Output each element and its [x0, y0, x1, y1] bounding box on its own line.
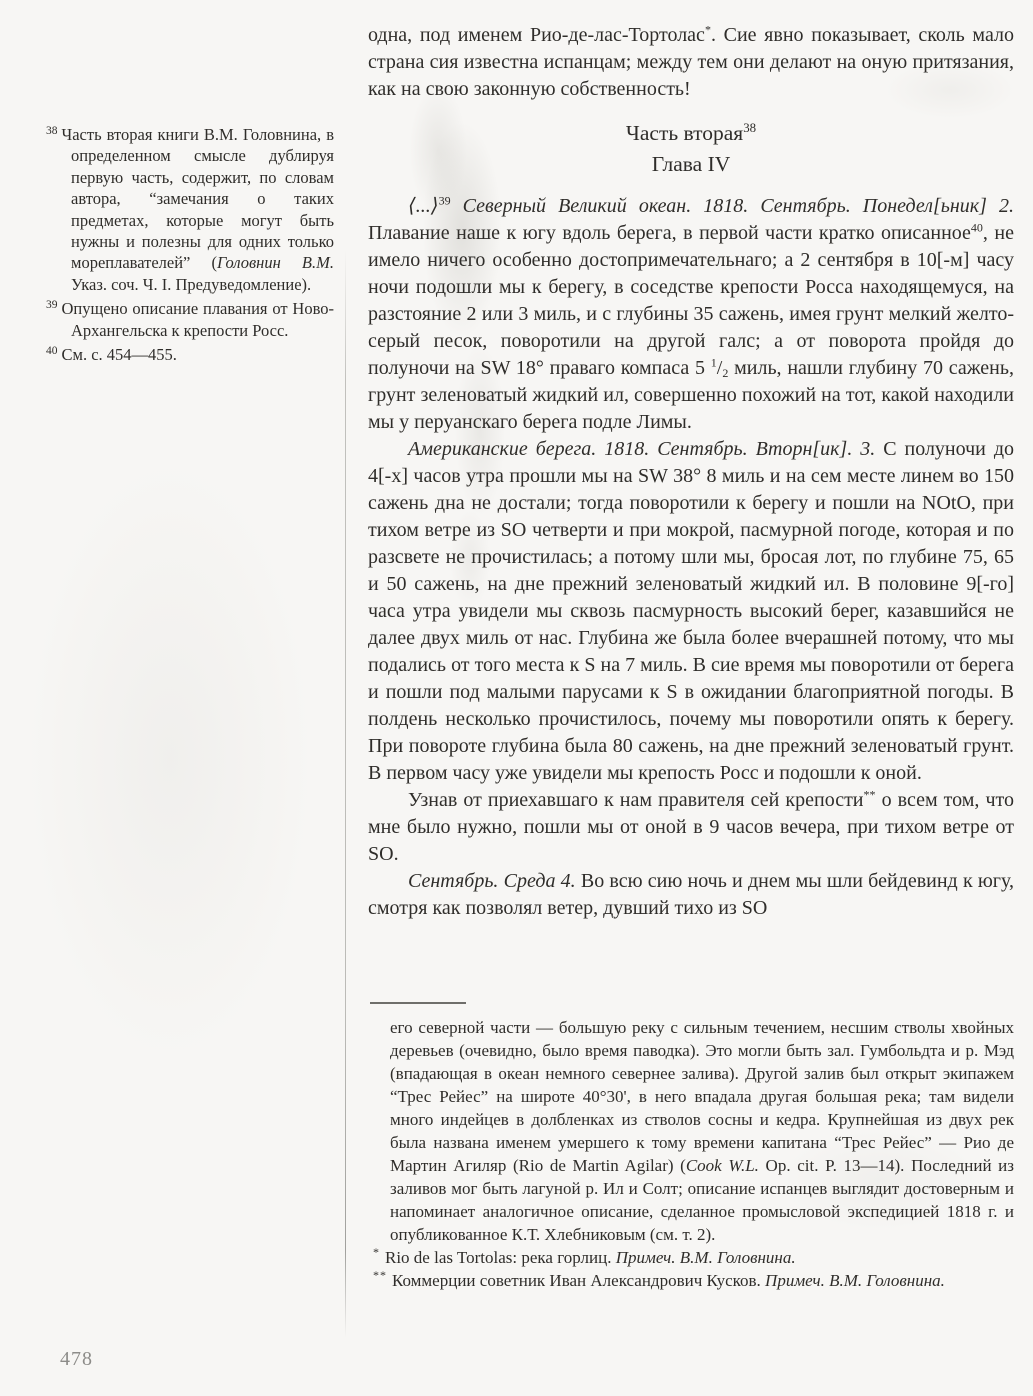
- footnote-star: [373, 1245, 1014, 1269]
- footnote-star-text: Rio de las Tortolas: река горлиц. Примеч. В.М. Головнина.: [385, 1248, 796, 1267]
- paragraph-2: Американские берега. 1818. Сентябрь. Вторн[ик]. 3. С полуночи до 4[-х] часов утра прошли мы на SW 38° 8 миль и на сем месте линем во 150 сажень дна не достали; тогда поворотили к берегу и пошли на NOtO, при тихом ветре из SO четверти и при мокрой, пасмурной погоде, которая и по разсвете не прочистилась; а потому шли мы, бросая лот, по глубине 75, 65 и 50 сажень, на дне прежний зеленоватый жидкий ил. В половине 9[-го] часа утра увидели мы сквозь пасмурность высокий берег, казавшийся не далее двух миль от нас. Глубина же была более вчерашней потому, что мы подались от того места к S на 7 миль. В сие время мы поворотили от берега и пошли под малыми парусами к S в ожидании благоприятной погоды. В полдень несколько прочистилось, почему мы поворотили опять к берегу. При повороте глубина была 80 сажень, на дне прежний зеленоватый грунт. В первом часу уже увидели мы крепость Росс и подошли к оной.: [368, 438, 1014, 784]
- paragraph-3: Узнав от приехавшаго к нам правителя сей крепости** о всем том, что мне было нужно, пошли мы от оной в 9 часов вечера, при тихом ветре от SO.: [368, 787, 1014, 865]
- scan-crease-artifact: [345, 250, 346, 1338]
- margin-note-40: [46, 344, 334, 365]
- part-heading-text: Часть вторая: [625, 121, 744, 145]
- body-paragraphs: [368, 193, 1014, 922]
- chapter-heading: Глава IV: [651, 152, 731, 176]
- footnote-double-star: [373, 1268, 1014, 1292]
- margin-note-39: [46, 298, 334, 341]
- footnote-double-star-text: Коммерции советник Иван Александрович Кусков. Примеч. В.М. Головнина.: [392, 1271, 945, 1290]
- page-number: 478: [60, 1348, 93, 1370]
- part-heading: [368, 118, 1014, 149]
- paragraph-1: ⟨...⟩$^{39}$ Северный Великий океан. 1818. Сентябрь. Понедел[ьник] 2. Плавание наше к югу вдоль берега, в первой части кратко описанное$^{40}$, не имело ничего особенно достопримечательнаго; а 2 сентября в 10[-м] часу ночи подошли мы к берегу, в соседстве крепости Росса находящемуся, на разстояние 2 или 3 миль, и с глубины 35 сажень, имея грунт мелкий желто-серый песок, поворотили на другой галс; а от поворота пройдя до полуночи на SW 18° праваго компаса 5 $^1/_2$ миль, нашли глубину 70 сажень, грунт зеленоватый жидкий ил, совершенно похожий на тот, какой находили мы у перуанскаго берега подле Лимы.: [368, 193, 1014, 433]
- margin-note-marker: 39: [46, 298, 58, 311]
- margin-note-text: См. с. 454—455.: [61, 345, 177, 365]
- margin-note-text: Часть вторая книги В.М. Головнина, в определенном смысле дублируя первую часть, содержит, по словам автора, “замечания о таких предметах, которые могут быть нужны и полезны для одних только мореплавателей” (Головнин В.М. Указ. соч. Ч. I. Предуведомление).: [61, 125, 334, 294]
- footnotes-body: [368, 1016, 1014, 1292]
- footnote-separator-rule: [370, 1002, 466, 1004]
- footnotes-block: [368, 1002, 1014, 1292]
- part-heading-footnote-marker: 38: [743, 120, 757, 135]
- footnote-double-star-marker: **: [373, 1268, 387, 1283]
- paragraph-continuation: одна, под именем Рио-де-лас-Тортолас*. Сие явно показывает, сколь мало страна сия известна испанцам; между тем они делают на оную притязания, как на свою законную собственность!: [368, 22, 1014, 100]
- margin-note-38: [46, 124, 334, 295]
- margin-note-marker: 40: [46, 344, 58, 357]
- footnote-star-marker: *: [373, 1245, 380, 1260]
- chapter-headings: [368, 118, 1014, 180]
- main-text-column: [368, 22, 1014, 922]
- footnote-continuation: его северной части — большую реку с сильным течением, несшим стволы хвойных деревьев (очевидно, было время паводка). Это могли быть зал. Гумбольдта и р. Мэд (впадающая в океан немного севернее залива). Другой залив был открыт экипажем “Трес Рейес” на широте 40°30', в него впадала другая большая река; там видели много индейцев в долбленках из стволов сосны и кедра. Крупнейшая из двух рек была названа именем умершего к тому времени капитана “Трес Рейес” — Рио де Мартин Агиляр (Rio de Martin Agilar) (Cook W.L. Op. cit. P. 13—14). Последний из заливов мог быть лагуной р. Ил и Солт; описание испанцев выглядит достоверным и напоминает аналогичное описание, сделанное промысловой экспедицией 1818 г. и опубликованное К.Т. Хлебниковым (см. т. 2).: [390, 1018, 1014, 1244]
- paragraph-4: Сентябрь. Среда 4. Во всю сию ночь и днем мы шли бейдевинд к югу, смотря как позволял ветер, дувший тихо из SO: [368, 870, 1014, 919]
- margin-notes-column: [46, 124, 334, 368]
- margin-note-marker: 38: [46, 124, 58, 137]
- margin-note-text: Опущено описание плавания от Ново-Архангельска к крепости Росс.: [61, 299, 334, 340]
